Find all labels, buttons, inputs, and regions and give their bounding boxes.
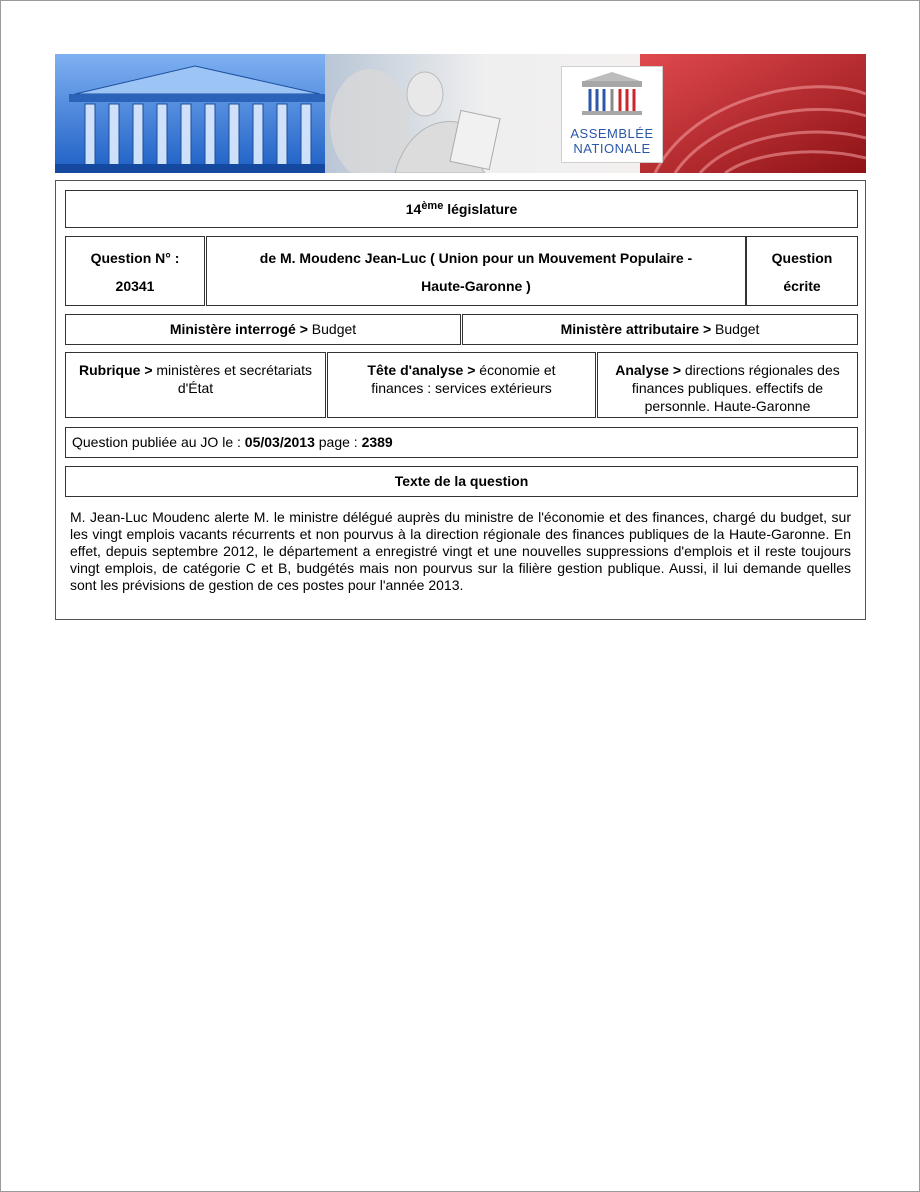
tete-analyse-label: Tête d'analyse > (367, 362, 476, 378)
rubrique-label: Rubrique > (78, 362, 153, 378)
question-text: M. Jean-Luc Moudenc alerte M. le ministre délégué auprès du ministre de l'économie et des finances, chargé du budget, sur les vingt emplois vacants récurrents et non pourvus à la direction régionale des finances publiques de la Haute-Garonne. En effet, depuis septembre 2012, le département a enregistré vingt et une nouvelles suppressions d'emplois et il reste toujours vingt emplois, de catégorie C et B, budgétés mais non pourvus sur la filière gestion publique. Aussi, il lui demande quelles sont les prévisions de gestion de ces postes pour l'année 2013. (70, 509, 851, 593)
question-type-line2: écrite (783, 278, 821, 294)
tete-analyse-value: économie et finances : services extérieurs (371, 362, 556, 396)
question-type-cell (746, 236, 858, 306)
question-author-line2: Haute-Garonne ) (421, 278, 531, 294)
ministere-attributaire-label: Ministère attributaire > (560, 321, 712, 337)
question-number: 20341 (115, 278, 155, 294)
question-number-label: Question N° : (90, 250, 180, 266)
publication-page-label: page : (314, 434, 362, 450)
publication-page: 2389 (361, 434, 393, 450)
publication-prefix: Question publiée au JO le : (72, 434, 245, 450)
legislature-label: législature (447, 201, 518, 217)
ministere-attributaire-value: Budget (711, 321, 760, 337)
ministere-interroge-label: Ministère interrogé > (169, 321, 308, 337)
ministere-interroge-value: Budget (307, 321, 357, 337)
tete-analyse-cell (327, 352, 596, 418)
assemblee-nationale-logo[interactable] (561, 66, 663, 163)
question-number-cell (65, 236, 205, 306)
publication-date: 05/03/2013 (244, 434, 315, 450)
rubrique-cell (65, 352, 326, 418)
legislature-heading: 14 $^{ème}$ législature (65, 190, 858, 228)
rubrique-value: ministères et secrétariats d'État (152, 362, 312, 396)
logo-text-line2: NATIONALE (573, 141, 651, 156)
question-author-line1: de M. Moudenc Jean-Luc ( Union pour un Mouvement Populaire - (259, 250, 693, 266)
header-banner (55, 54, 866, 173)
texte-heading: Texte de la question (65, 466, 858, 497)
logo-text-line1: ASSEMBLÉE (570, 126, 654, 141)
question-author-cell (206, 236, 746, 306)
publication-info (65, 427, 858, 458)
legislature-number: 14 (405, 201, 422, 217)
hemicycle-icon (562, 67, 662, 122)
ministere-attributaire-cell (462, 314, 858, 345)
question-container (55, 180, 866, 620)
question-type-line1: Question (771, 250, 833, 266)
analyse-cell (597, 352, 858, 418)
analyse-value: directions régionales des finances publiques. effectifs de personnle. Haute-Garonne (631, 362, 840, 414)
analyse-label: Analyse > (615, 362, 681, 378)
ministere-interroge-cell (65, 314, 461, 345)
banner-illustration (55, 54, 866, 173)
